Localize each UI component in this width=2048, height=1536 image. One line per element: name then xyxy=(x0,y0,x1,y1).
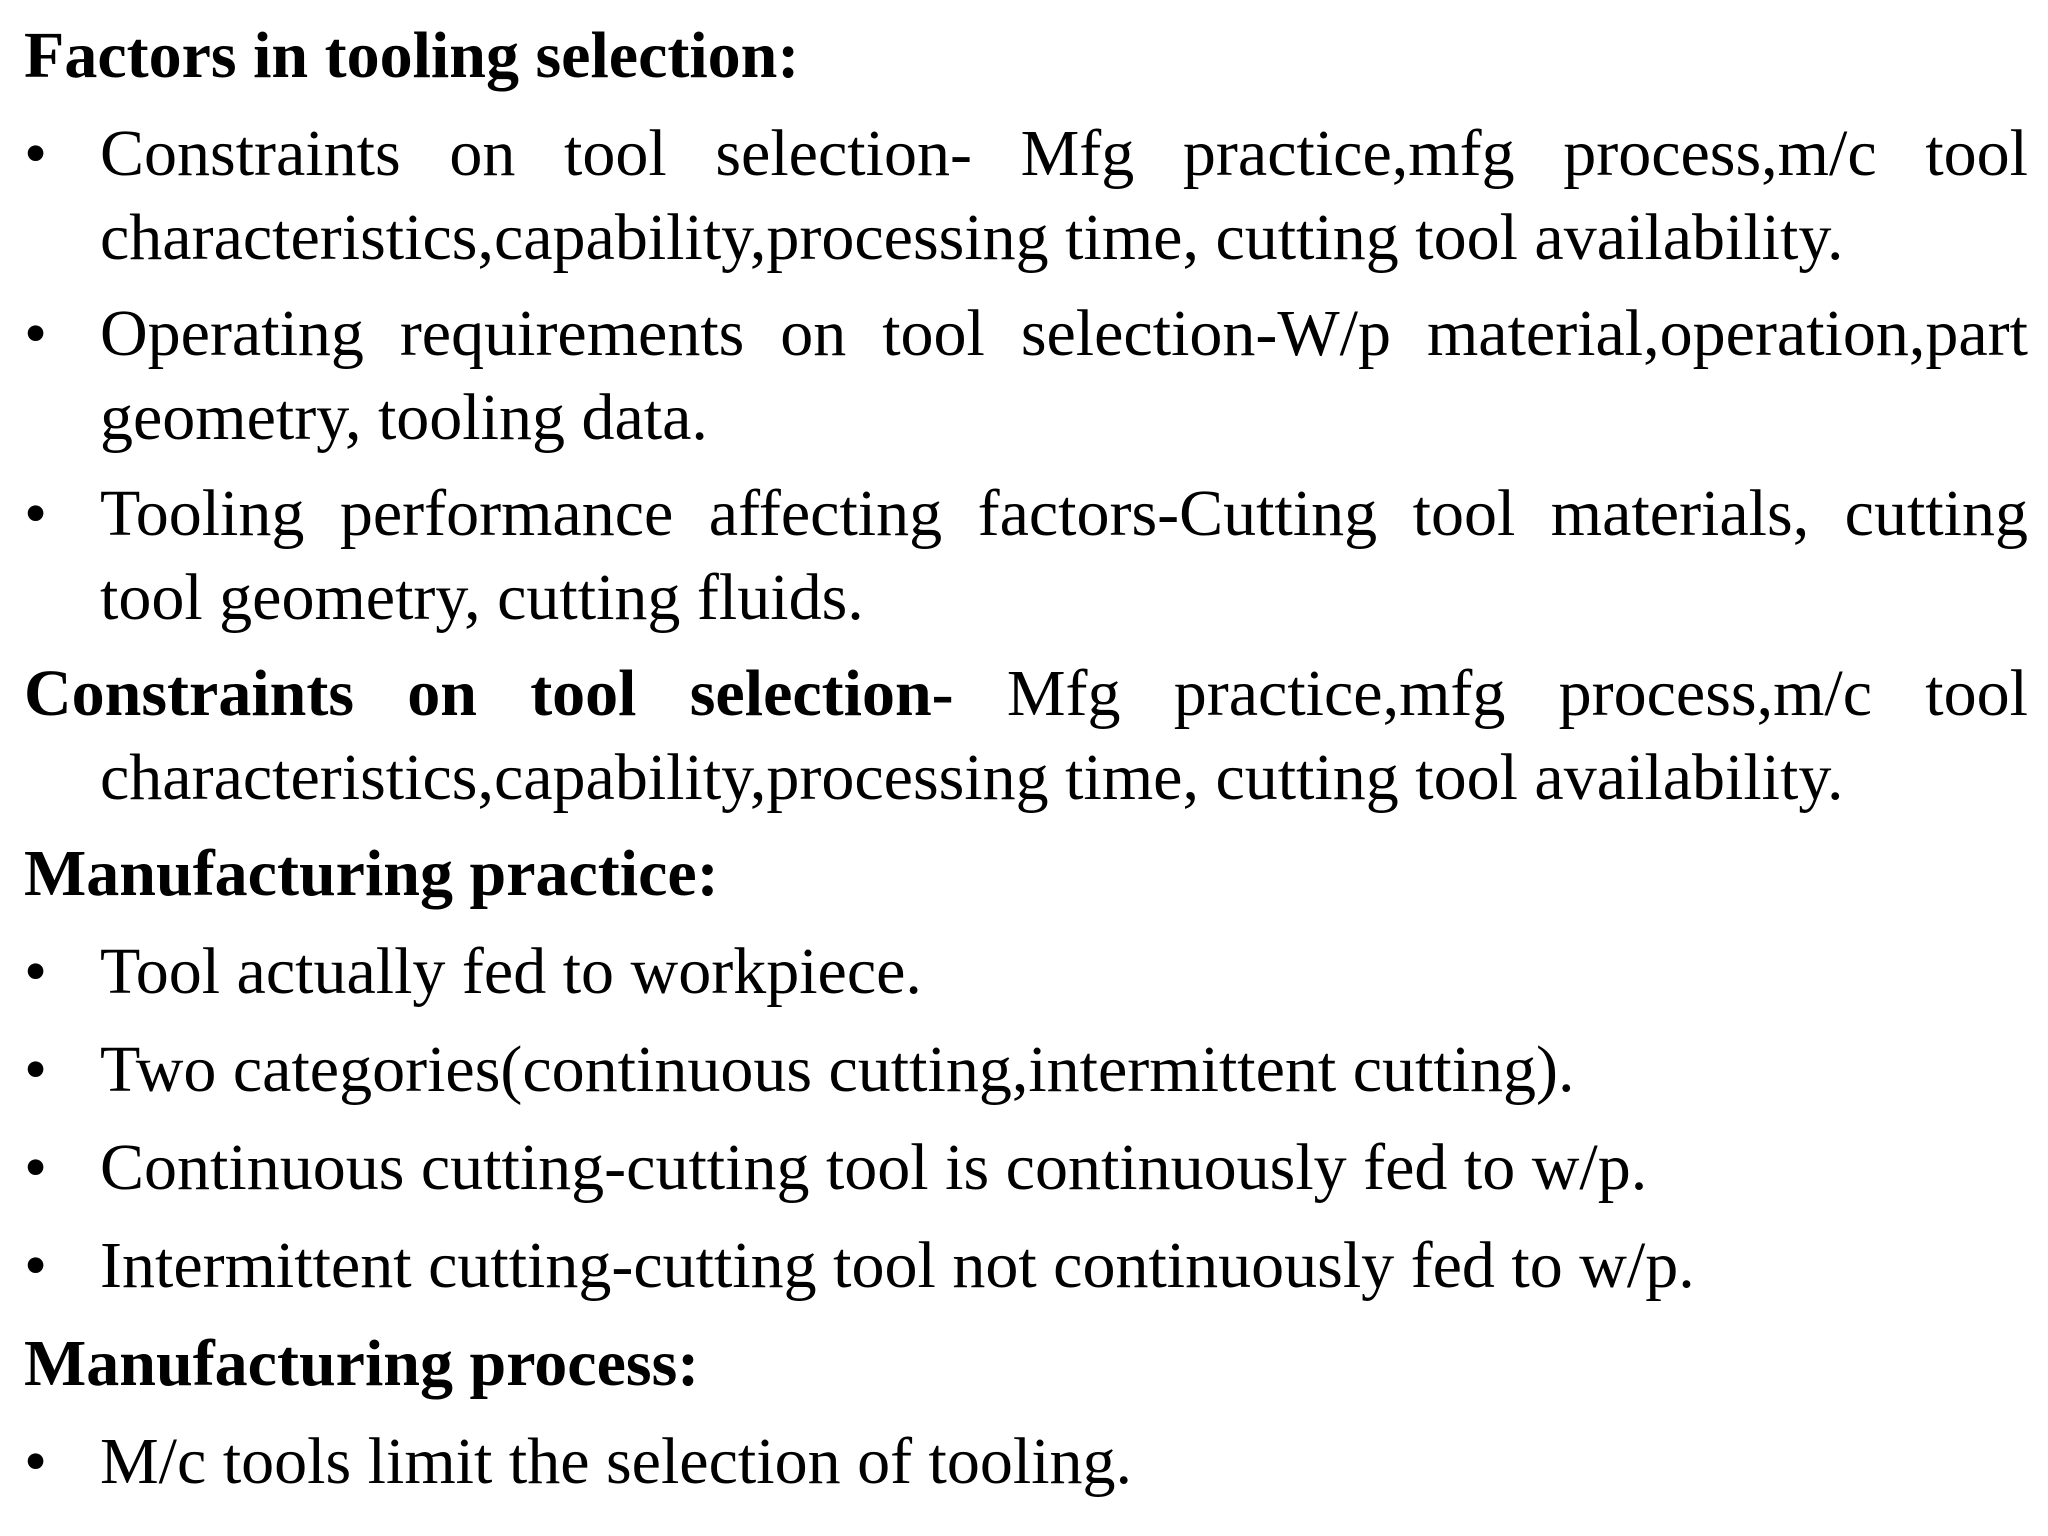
heading-factors-tooling-selection: Factors in tooling selection: xyxy=(24,19,800,92)
bold-word: tool xyxy=(530,657,637,730)
normal-word: Mfg xyxy=(1006,657,1121,730)
slide-page xyxy=(24,0,2028,1536)
bullet-dot-icon: • xyxy=(24,477,48,550)
constraints-paragraph-line2: characteristics,capability,processing time, cutting tool availability. xyxy=(100,741,1844,814)
normal-word: practice,mfg xyxy=(1173,657,1506,730)
bullet-text: Tooling performance affecting factors-Cutting tool materials, cutting tool geometry, cutting fluids. xyxy=(100,477,2028,634)
bullet-item-tool-fed xyxy=(24,930,2028,1014)
bullet-item-mc-tools-limit xyxy=(24,1420,2028,1504)
normal-word: tool xyxy=(1925,657,2028,730)
bullet-dot-icon: • xyxy=(24,1033,48,1106)
bold-word: Constraints xyxy=(24,657,355,730)
bullet-item-intermittent-cutting xyxy=(24,1224,2028,1308)
bullet-text: Intermittent cutting-cutting tool not continuously fed to w/p. xyxy=(100,1229,1695,1302)
bullet-text: Tool actually fed to workpiece. xyxy=(100,935,922,1008)
bullet-item-tooling-performance xyxy=(24,472,2028,640)
bullet-text: Continuous cutting-cutting tool is continuously fed to w/p. xyxy=(100,1131,1648,1204)
bullet-dot-icon: • xyxy=(24,935,48,1008)
bullet-text: M/c tools limit the selection of tooling. xyxy=(100,1425,1133,1498)
bullet-item-continuous-cutting xyxy=(24,1126,2028,1210)
bullet-text: Operating requirements on tool selection-W/p material,operation,part geometry, tooling data. xyxy=(100,297,2028,454)
bullet-text: Constraints on tool selection- Mfg practice,mfg process,m/c tool characteristics,capability,processing time, cutting tool availability. xyxy=(100,117,2028,274)
bullet-item-two-categories xyxy=(24,1028,2028,1112)
heading-manufacturing-practice: Manufacturing practice: xyxy=(24,837,719,910)
bullet-text: Two categories(continuous cutting,intermittent cutting). xyxy=(100,1033,1575,1106)
heading-manufacturing-process: Manufacturing process: xyxy=(24,1327,700,1400)
bullet-item-operating-requirements xyxy=(24,292,2028,460)
bullet-dot-icon: • xyxy=(24,1131,48,1204)
bullet-dot-icon: • xyxy=(24,117,48,190)
bullet-dot-icon: • xyxy=(24,1425,48,1498)
constraints-paragraph xyxy=(24,652,2028,820)
bold-word: on xyxy=(407,657,477,730)
bullet-dot-icon: • xyxy=(24,1229,48,1302)
bullet-dot-icon: • xyxy=(24,297,48,370)
bold-word: selection- xyxy=(689,657,954,730)
constraints-paragraph-line1 xyxy=(24,652,2028,736)
bullet-item-constraints xyxy=(24,112,2028,280)
normal-word: process,m/c xyxy=(1558,657,1873,730)
